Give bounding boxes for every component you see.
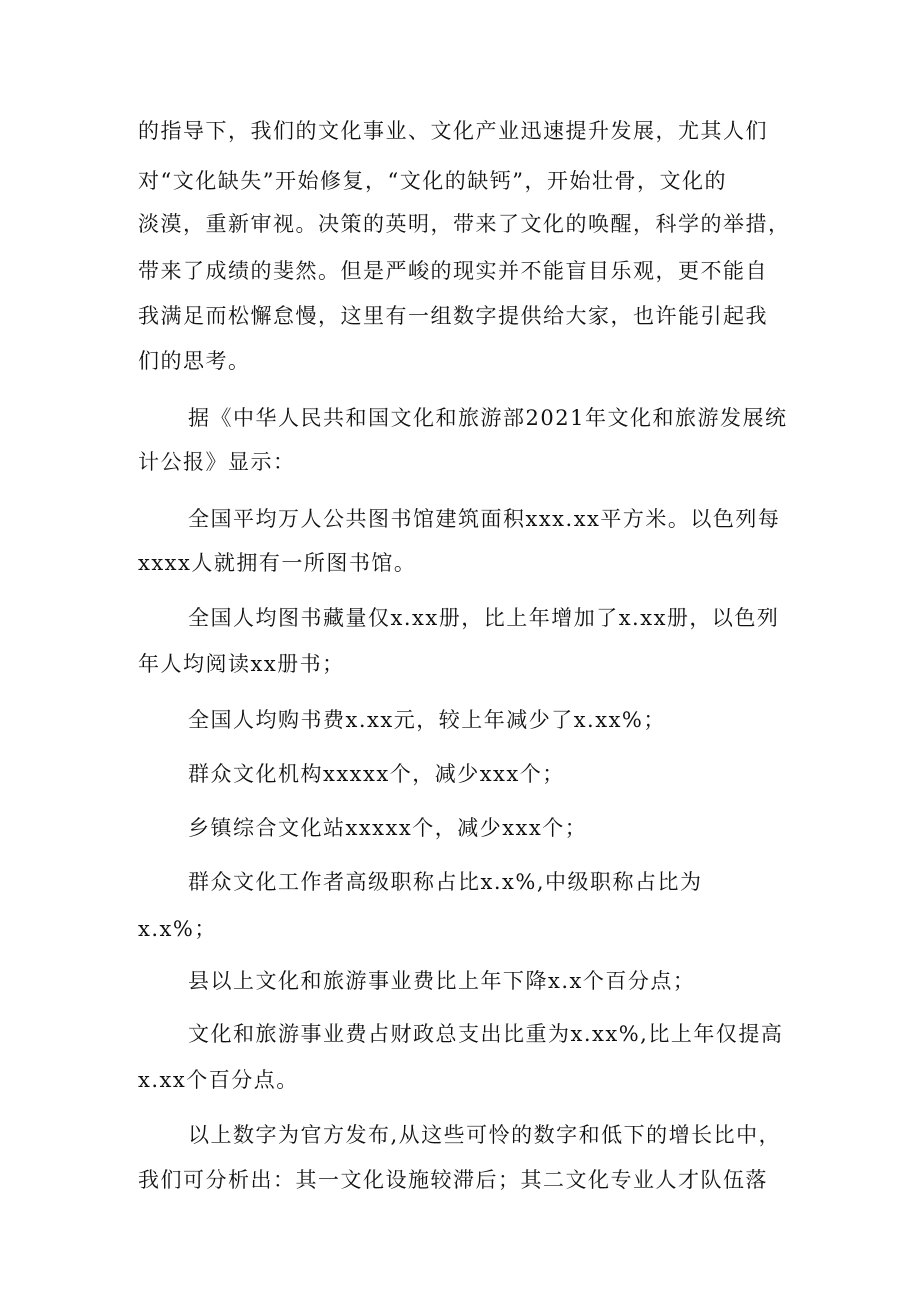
text-line: 计公报》显示： (138, 450, 296, 474)
text-line: x.xx个百分点。 (138, 1068, 299, 1092)
text-line: 文化和旅游事业费占财政总支出比重为x.xx%,比上年仅提高 (188, 1022, 784, 1046)
text-line: 全国人均图书藏量仅x.xx册，比上年增加了x.xx册，以色列 (188, 606, 780, 630)
text-line: 淡漠，重新审视。决策的英明，带来了文化的唤醒，科学的举措， (138, 212, 791, 236)
text-line: 年人均阅读xx册书； (138, 652, 345, 676)
text-line: 我们可分析出：其一文化设施较滞后；其二文化专业人才队伍落 (138, 1168, 768, 1192)
text-line: 的指导下，我们的文化事业、文化产业迅速提升发展，尤其人们 (138, 119, 768, 143)
text-line: 据《中华人民共和国文化和旅游部2021年文化和旅游发展统 (188, 406, 788, 430)
text-line: 群众文化机构xxxxx个，减少xxx个； (188, 762, 565, 786)
text-line: 群众文化工作者高级职称占比x.x%,中级职称占比为 (188, 870, 703, 894)
text-line: 以上数字为官方发布,从这些可怜的数字和低下的增长比中， (188, 1123, 782, 1147)
text-line: xxxx人就拥有一所图书馆。 (138, 551, 417, 575)
text-line: 带来了成绩的斐然。但是严峻的现实并不能盲目乐观，更不能自 (138, 259, 768, 283)
text-line: x.x%； (138, 917, 217, 941)
text-line: 全国平均万人公共图书馆建筑面积xxx.xx平方米。以色列每 (188, 507, 781, 531)
text-line: 全国人均购书费x.xx元，较上年减少了x.xx%； (188, 708, 666, 732)
text-line: 我满足而松懈怠慢，这里有一组数字提供给大家，也许能引起我 (138, 304, 768, 328)
text-line: 们的思考。 (138, 349, 251, 373)
text-line: 县以上文化和旅游事业费比上年下降x.x个百分点； (188, 969, 696, 993)
text-line: 乡镇综合文化站xxxxx个，减少xxx个； (188, 816, 588, 840)
text-line: 对“文化缺失”开始修复，“文化的缺钙”，开始壮骨，文化的 (138, 169, 727, 193)
